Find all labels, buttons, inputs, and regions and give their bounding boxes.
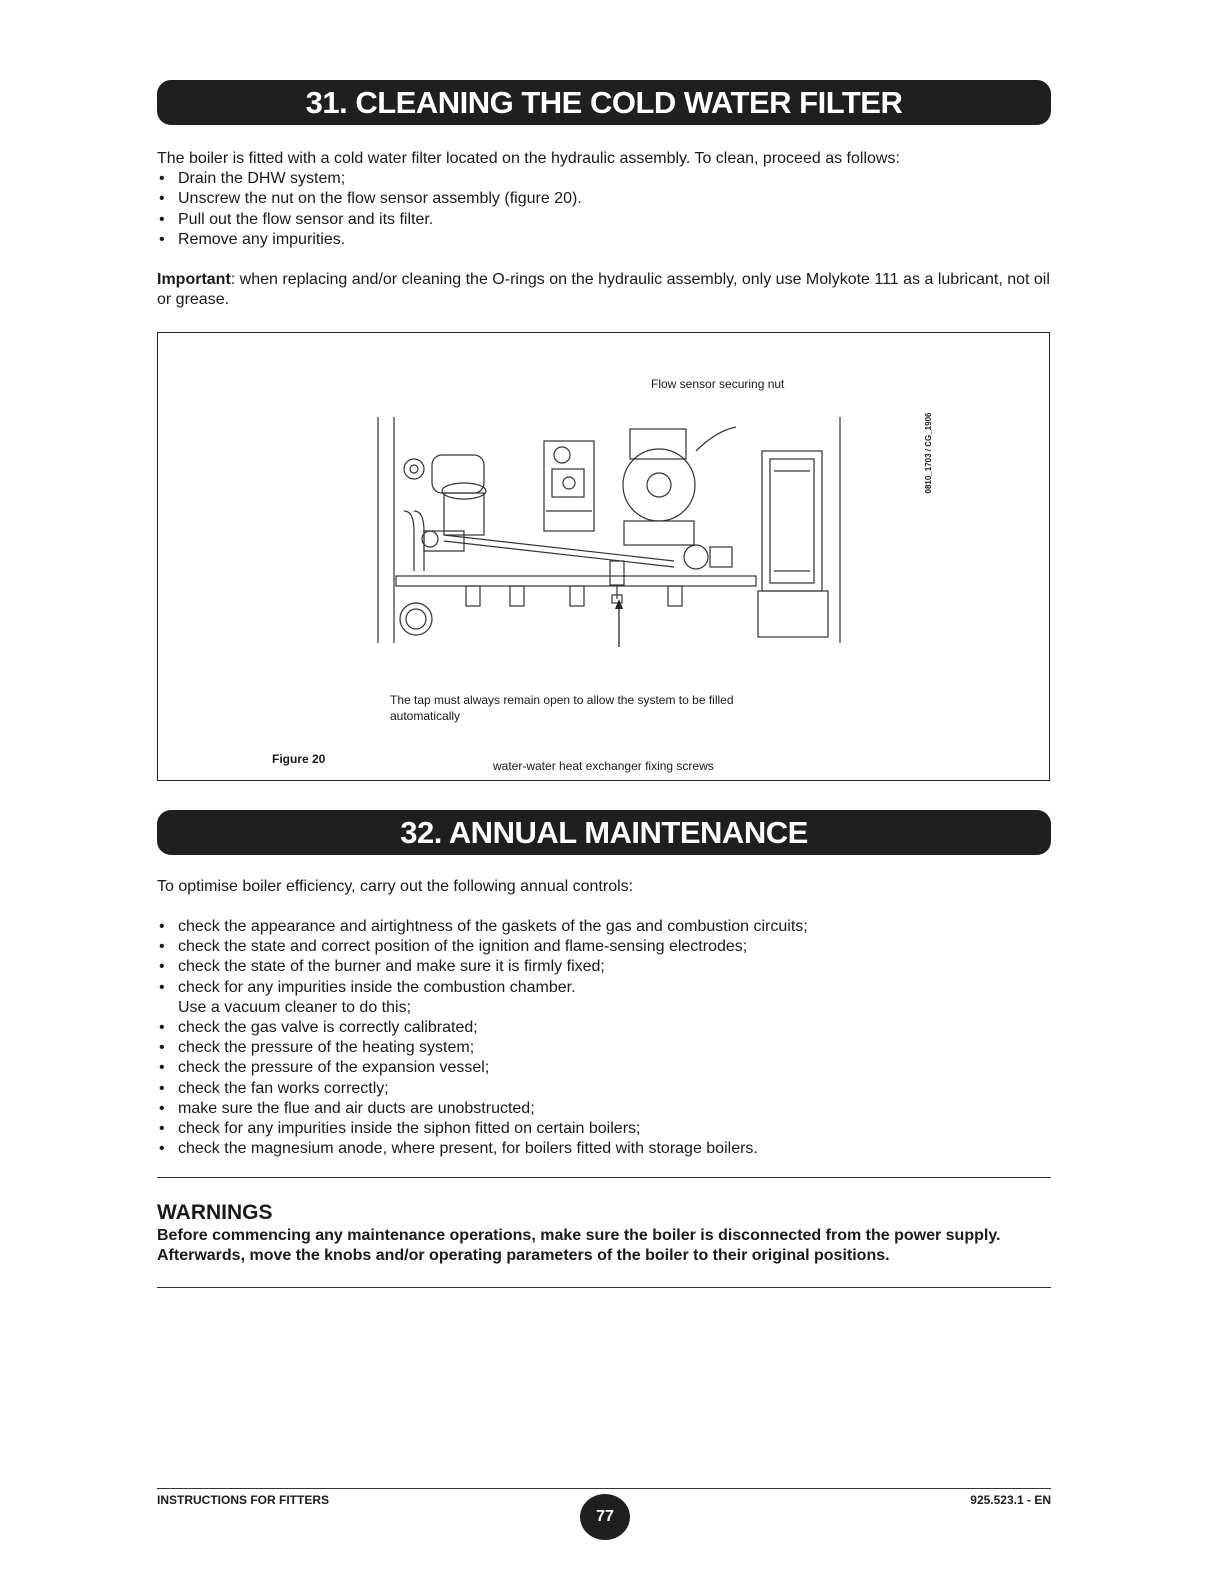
list-item: • check the gas valve is correctly calibrated; (157, 1018, 1057, 1038)
list-item: • Pull out the flow sensor and its filter. (157, 210, 1057, 230)
list-item: • check the fan works correctly; (157, 1079, 1057, 1099)
figure-20-frame (157, 332, 1050, 781)
list-item: • check for any impurities inside the siphon fitted on certain boilers; (157, 1119, 1057, 1139)
list-item: • Drain the DHW system; (157, 169, 1057, 189)
section-32-intro-text: To optimise boiler efficiency, carry out the following annual controls: (157, 878, 634, 895)
annual-checks (157, 917, 1057, 1159)
page-number: 77 (580, 1494, 630, 1540)
check-continuation: Use a vacuum cleaner to do this; (178, 998, 412, 1016)
annual-checks-list (157, 917, 1057, 1159)
divider (157, 1287, 1051, 1288)
section-31-body (157, 149, 1057, 250)
section-32-title: 32. ANNUAL MAINTENANCE (157, 810, 1051, 855)
divider (157, 1177, 1051, 1178)
list-item: • check the state and correct position of the ignition and flame-sensing electrodes; (157, 937, 1057, 957)
section-32-intro (157, 877, 1057, 897)
footer-right: 925.523.1 - EN (970, 1493, 1051, 1507)
caption-tap: The tap must always remain open to allow the system to be filled automatically (390, 693, 734, 723)
list-item: • check the magnesium anode, where present, for boilers fitted with storage boilers. (157, 1139, 1057, 1159)
list-item: • make sure the flue and air ducts are unobstructed; (157, 1099, 1057, 1119)
footer-divider (157, 1488, 1051, 1489)
important-label: Important (157, 271, 231, 288)
check-text: check for any impurities inside the combustion chamber. (178, 978, 576, 996)
list-item (157, 978, 1057, 1018)
list-item: • check the pressure of the heating system; (157, 1038, 1057, 1058)
caption-fixing-screws: water-water heat exchanger fixing screws (493, 759, 714, 773)
warnings-block (157, 1200, 1051, 1266)
important-text: : when replacing and/or cleaning the O-rings on the hydraulic assembly, only use Molykote 111 as a lubricant, not oil or grease. (157, 271, 1050, 309)
figure-label: Figure 20 (272, 752, 326, 766)
warnings-heading: WARNINGS (157, 1201, 273, 1224)
footer-left: INSTRUCTIONS FOR FITTERS (157, 1493, 329, 1507)
figure-code-text: 0810_1703 / CG_1906 (924, 412, 933, 494)
list-item: • check the state of the burner and make sure it is firmly fixed; (157, 957, 1057, 977)
list-item: • Remove any impurities. (157, 230, 1057, 250)
list-item: • check the appearance and airtightness of the gaskets of the gas and combustion circuits; (157, 917, 1057, 937)
important-note (157, 270, 1055, 310)
figure-code (921, 403, 937, 503)
list-item: • check the pressure of the expansion vessel; (157, 1058, 1057, 1078)
section-31-title: 31. CLEANING THE COLD WATER FILTER (157, 80, 1051, 125)
caption-flow-sensor-nut: Flow sensor securing nut (651, 377, 785, 391)
cleaning-steps-list (157, 169, 1057, 250)
warnings-text: Before commencing any maintenance operations, make sure the boiler is disconnected from the power supply. Afterwards, move the knobs and/or operating parameters of the boiler to their original positions. (157, 1227, 1001, 1265)
hydraulic-assembly-drawing (374, 411, 844, 647)
section-31-intro: The boiler is fitted with a cold water filter located on the hydraulic assembly. To clean, proceed as follows: (157, 150, 900, 167)
list-item: • Unscrew the nut on the flow sensor assembly (figure 20). (157, 189, 1057, 209)
